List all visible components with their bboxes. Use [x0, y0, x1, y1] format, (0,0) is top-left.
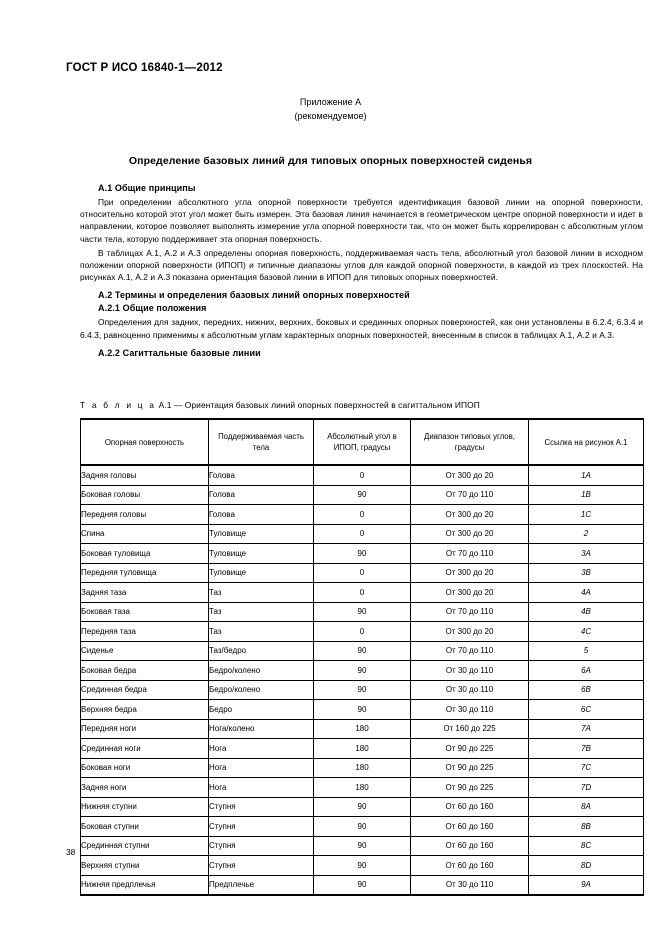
cell-body-part: Ступня — [209, 836, 314, 856]
cell-angle-range: От 90 до 225 — [411, 758, 529, 778]
cell-surface: Передняя ноги — [81, 719, 209, 739]
cell-figure-ref: 7C — [529, 758, 644, 778]
paragraph-a2-1: Определения для задних, передних, нижних, верхних, боковых и срединных опорных поверхностей, как они установлены в 6.2.4, 6.3.4 и 6.4.3, равноценно применимы к абсолютным углам характерных опорных поверхностей, внесенным в список в таблицах А.1, А.2 и А.3. — [80, 317, 643, 340]
table-row — [81, 583, 644, 603]
cell-absolute-angle: 90 — [314, 836, 411, 856]
page-title: Определение базовых линий для типовых опорных поверхностей сиденья — [128, 155, 533, 167]
cell-surface: Верхняя ступни — [81, 856, 209, 876]
cell-surface: Срединная ступни — [81, 836, 209, 856]
table-row — [81, 836, 644, 856]
cell-surface: Задняя головы — [81, 465, 209, 485]
table-head — [81, 419, 644, 465]
cell-body-part: Ступня — [209, 856, 314, 876]
cell-angle-range: От 60 до 160 — [411, 797, 529, 817]
table-row — [81, 622, 644, 642]
cell-absolute-angle: 90 — [314, 544, 411, 564]
table-row — [81, 602, 644, 622]
cell-angle-range: От 70 до 110 — [411, 485, 529, 505]
cell-body-part: Бедро/колено — [209, 680, 314, 700]
cell-body-part: Нога — [209, 778, 314, 798]
cell-surface: Нижняя предплечья — [81, 875, 209, 895]
cell-angle-range: От 70 до 110 — [411, 602, 529, 622]
cell-figure-ref: 8B — [529, 817, 644, 837]
cell-absolute-angle: 90 — [314, 485, 411, 505]
table-row — [81, 465, 644, 485]
cell-surface: Боковая бедра — [81, 661, 209, 681]
cell-angle-range: От 60 до 160 — [411, 836, 529, 856]
cell-angle-range: От 70 до 110 — [411, 641, 529, 661]
cell-figure-ref: 9A — [529, 875, 644, 895]
cell-body-part: Туловище — [209, 563, 314, 583]
cell-figure-ref: 4A — [529, 583, 644, 603]
cell-angle-range: От 60 до 160 — [411, 817, 529, 837]
table-row — [81, 505, 644, 525]
annex-status: (рекомендуемое) — [294, 111, 367, 121]
table-caption-text: — Ориентация базовых линий опорных поверхностей в сагиттальном ИПОП — [173, 400, 480, 410]
cell-figure-ref: 7A — [529, 719, 644, 739]
cell-figure-ref: 1A — [529, 465, 644, 485]
cell-angle-range: От 300 до 20 — [411, 465, 529, 485]
table-caption-number: А.1 — [158, 400, 172, 410]
cell-figure-ref: 8C — [529, 836, 644, 856]
cell-angle-range: От 30 до 110 — [411, 680, 529, 700]
table-row — [81, 524, 644, 544]
cell-absolute-angle: 90 — [314, 817, 411, 837]
cell-body-part: Таз — [209, 602, 314, 622]
table-body — [81, 465, 644, 895]
baseline-orientation-table — [80, 418, 644, 896]
cell-angle-range: От 300 до 20 — [411, 583, 529, 603]
cell-figure-ref: 7D — [529, 778, 644, 798]
heading-a2-1: A.2.1 Общие положения — [98, 303, 207, 314]
cell-angle-range: От 90 до 225 — [411, 739, 529, 759]
cell-figure-ref: 8A — [529, 797, 644, 817]
paragraph-a1-1: При определении абсолютного угла опорной поверхности требуется идентификация базовой линии на опорной поверхности, относительно которой этот угол может быть измерен. Эта базовая линия начинается в геометрическом центре опорной поверхности и идет в направлении, которое позволяет выполнять измерение угла опорной поверхности так, что он может быть коррелирован с абсолютным углом части тела, которую поддерживает эта опорная поверхность. — [80, 197, 643, 244]
cell-body-part: Нога/колено — [209, 719, 314, 739]
column-header-angle-range: Диапазон типовых углов, градусы — [411, 419, 529, 465]
cell-absolute-angle: 180 — [314, 739, 411, 759]
cell-absolute-angle: 90 — [314, 602, 411, 622]
cell-body-part: Предплечье — [209, 875, 314, 895]
cell-figure-ref: 3B — [529, 563, 644, 583]
cell-figure-ref: 4B — [529, 602, 644, 622]
cell-absolute-angle: 90 — [314, 700, 411, 720]
cell-figure-ref: 1B — [529, 485, 644, 505]
table-row — [81, 700, 644, 720]
cell-absolute-angle: 0 — [314, 622, 411, 642]
cell-surface: Спина — [81, 524, 209, 544]
table-row — [81, 719, 644, 739]
cell-absolute-angle: 90 — [314, 856, 411, 876]
page-number: 38 — [66, 847, 76, 857]
cell-surface: Боковая ступни — [81, 817, 209, 837]
cell-surface: Передняя головы — [81, 505, 209, 525]
column-header-surface: Опорная поверхность — [81, 419, 209, 465]
cell-figure-ref: 6A — [529, 661, 644, 681]
cell-angle-range: От 300 до 20 — [411, 524, 529, 544]
annex-label: Приложение А — [299, 97, 362, 107]
table-caption — [80, 400, 480, 410]
cell-body-part: Таз — [209, 583, 314, 603]
body-text-area — [80, 183, 643, 361]
cell-surface: Срединная бедра — [81, 680, 209, 700]
table-row — [81, 661, 644, 681]
cell-absolute-angle: 0 — [314, 505, 411, 525]
heading-a2-2: A.2.2 Сагиттальные базовые линии — [98, 347, 261, 358]
cell-figure-ref: 1C — [529, 505, 644, 525]
table-row — [81, 739, 644, 759]
cell-absolute-angle: 90 — [314, 875, 411, 895]
cell-absolute-angle: 0 — [314, 583, 411, 603]
cell-body-part: Ступня — [209, 817, 314, 837]
cell-body-part: Нога — [209, 758, 314, 778]
cell-angle-range: От 70 до 110 — [411, 544, 529, 564]
cell-body-part: Таз — [209, 622, 314, 642]
cell-figure-ref: 7B — [529, 739, 644, 759]
table-row — [81, 797, 644, 817]
cell-absolute-angle: 90 — [314, 641, 411, 661]
cell-body-part: Голова — [209, 465, 314, 485]
table-row — [81, 817, 644, 837]
cell-absolute-angle: 0 — [314, 465, 411, 485]
cell-surface: Передняя туловища — [81, 563, 209, 583]
cell-angle-range: От 300 до 20 — [411, 505, 529, 525]
cell-surface: Сиденье — [81, 641, 209, 661]
cell-figure-ref: 6B — [529, 680, 644, 700]
cell-surface: Верхняя бедра — [81, 700, 209, 720]
cell-angle-range: От 160 до 225 — [411, 719, 529, 739]
cell-angle-range: От 90 до 225 — [411, 778, 529, 798]
cell-absolute-angle: 0 — [314, 563, 411, 583]
cell-absolute-angle: 180 — [314, 758, 411, 778]
cell-body-part: Ступня — [209, 797, 314, 817]
table-row — [81, 778, 644, 798]
table-row — [81, 875, 644, 895]
table-row — [81, 563, 644, 583]
column-header-body-part: Поддерживаемая часть тела — [209, 419, 314, 465]
table-row — [81, 485, 644, 505]
cell-surface: Срединная ноги — [81, 739, 209, 759]
paragraph-a1-2: В таблицах А.1, А.2 и А.3 определены опорная поверхность, поддерживаемая часть тела, абсолютный угол базовой линии в исходном положении опорной поверхности (ИПОП) и типичные диапазоны углов для каждой опорной поверхности, в каждой из трех плоскостей. На рисунках А.1, А.2 и А.3 показана ориентация базовой линии в ИПОП для типовых опорных поверхностей. — [80, 247, 643, 283]
cell-figure-ref: 3A — [529, 544, 644, 564]
annex-heading-block — [0, 95, 661, 123]
cell-body-part: Бедро — [209, 700, 314, 720]
cell-absolute-angle: 90 — [314, 680, 411, 700]
cell-absolute-angle: 0 — [314, 524, 411, 544]
document-header-standard-number: ГОСТ Р ИСО 16840-1—2012 — [66, 62, 223, 74]
cell-surface: Передняя таза — [81, 622, 209, 642]
cell-body-part: Туловище — [209, 544, 314, 564]
table-caption-prefix: Т а б л и ц а — [80, 400, 157, 410]
heading-a2: A.2 Термины и определения базовых линий опорных поверхностей — [98, 290, 410, 301]
cell-surface: Боковая туловища — [81, 544, 209, 564]
cell-absolute-angle: 180 — [314, 719, 411, 739]
cell-surface: Боковая таза — [81, 602, 209, 622]
cell-angle-range: От 30 до 110 — [411, 875, 529, 895]
cell-absolute-angle: 90 — [314, 661, 411, 681]
cell-surface: Задняя таза — [81, 583, 209, 603]
cell-angle-range: От 30 до 110 — [411, 700, 529, 720]
cell-body-part: Голова — [209, 505, 314, 525]
cell-figure-ref: 6C — [529, 700, 644, 720]
cell-figure-ref: 5 — [529, 641, 644, 661]
cell-surface: Боковая ноги — [81, 758, 209, 778]
cell-angle-range: От 300 до 20 — [411, 622, 529, 642]
cell-angle-range: От 60 до 160 — [411, 856, 529, 876]
cell-body-part: Голова — [209, 485, 314, 505]
cell-angle-range: От 30 до 110 — [411, 661, 529, 681]
table-row — [81, 544, 644, 564]
cell-absolute-angle: 90 — [314, 797, 411, 817]
cell-angle-range: От 300 до 20 — [411, 563, 529, 583]
table-row — [81, 856, 644, 876]
cell-surface: Боковая головы — [81, 485, 209, 505]
table-row — [81, 641, 644, 661]
table-row — [81, 680, 644, 700]
cell-absolute-angle: 180 — [314, 778, 411, 798]
table-row — [81, 758, 644, 778]
cell-body-part: Бедро/колено — [209, 661, 314, 681]
table-header-row — [81, 419, 644, 465]
cell-body-part: Таз/бедро — [209, 641, 314, 661]
cell-figure-ref: 8D — [529, 856, 644, 876]
column-header-figure-reference: Ссылка на рисунок А.1 — [529, 419, 644, 465]
heading-a1: A.1 Общие принципы — [98, 183, 196, 193]
cell-surface: Нижняя ступни — [81, 797, 209, 817]
cell-body-part: Нога — [209, 739, 314, 759]
cell-figure-ref: 4C — [529, 622, 644, 642]
column-header-absolute-angle: Абсолютный угол в ИПОП, градусы — [314, 419, 411, 465]
cell-figure-ref: 2 — [529, 524, 644, 544]
cell-surface: Задняя ноги — [81, 778, 209, 798]
cell-body-part: Туловище — [209, 524, 314, 544]
